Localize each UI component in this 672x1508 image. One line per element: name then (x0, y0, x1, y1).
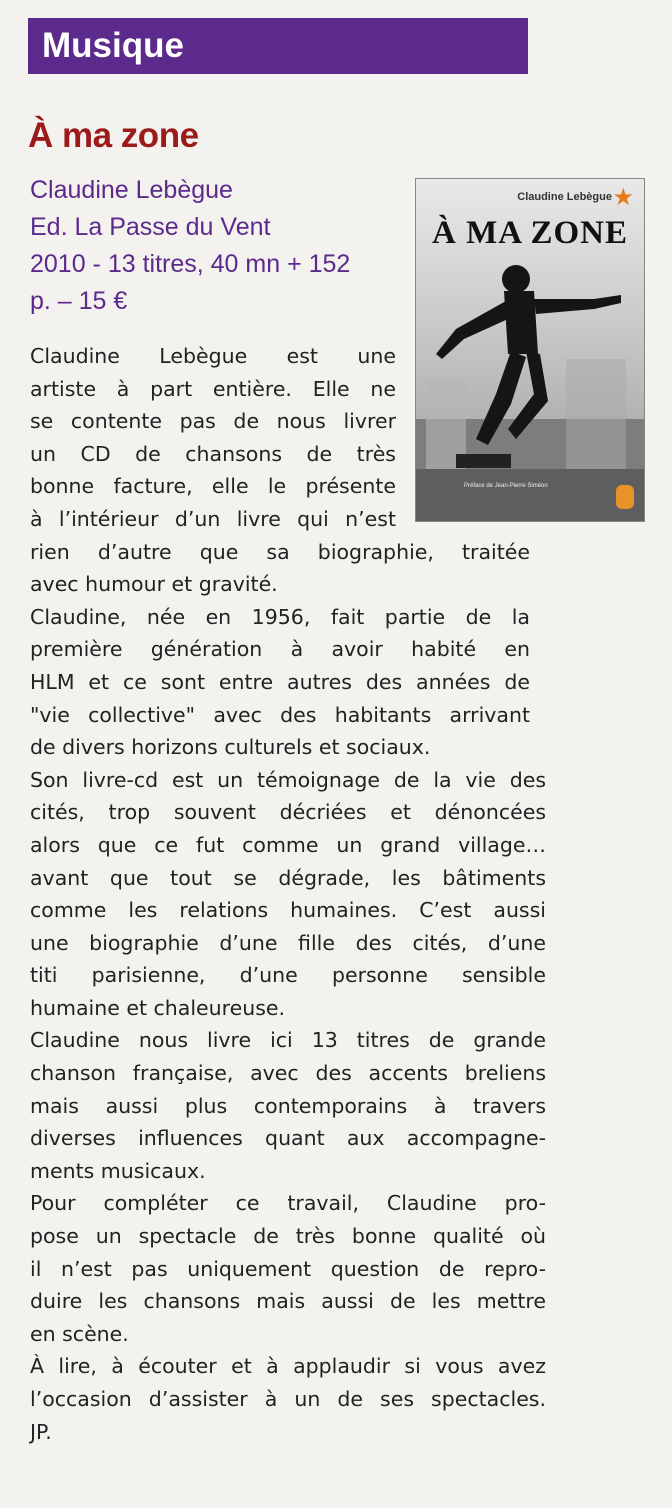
body-line: JP. (30, 1419, 52, 1444)
article-title: À ma zone (28, 116, 199, 155)
body-line: première génération à avoir habité en (30, 637, 530, 662)
body-line: Son livre-cd est un témoignage de la vie des (30, 767, 546, 792)
body-line: une biographie d’une fille des cités, d’une (30, 930, 546, 955)
album-meta (30, 172, 410, 320)
body-line: l’occasion d’assister à un de ses spectacles. (30, 1387, 546, 1411)
body-line: ments musicaux. (30, 1158, 206, 1183)
meta-details: 2010 - 13 titres, 40 mn + 152 (30, 250, 351, 278)
body-line: chanson française, avec des accents breliens (30, 1061, 546, 1086)
body-line: rien d’autre que sa biographie, traitée (30, 539, 530, 564)
body-line: avec humour et gravité. (30, 572, 278, 597)
body-line: diverses influences quant aux accompagne- (30, 1126, 546, 1151)
body-line: Claudine nous livre ici 13 titres de grande (30, 1028, 546, 1053)
body-line: humaine et chaleureuse. (30, 995, 286, 1020)
body-line: se contente pas de nous livrer (30, 409, 396, 434)
body-line: à l’intérieur d’un livre qui n’est (30, 506, 396, 531)
section-banner: Musique (28, 18, 528, 74)
body-line: il n’est pas uniquement question de repro- (30, 1256, 546, 1281)
body-line: "vie collective" avec des habitants arrivant (30, 702, 530, 727)
body-line: artiste à part entière. Elle ne (30, 376, 396, 401)
body-line: titi parisienne, d’une personne sensible (30, 963, 546, 988)
publisher-logo-icon (616, 485, 634, 509)
body-line: HLM et ce sont entre autres des années de (30, 669, 530, 694)
body-line: de divers horizons culturels et sociaux. (30, 735, 431, 760)
body-line: bonne facture, elle le présente (30, 474, 396, 499)
body-line: cités, trop souvent décriées et dénoncées (30, 800, 546, 825)
star-icon: ★ (612, 183, 634, 211)
body-line: comme les relations humaines. C’est aussi (30, 898, 546, 923)
meta-author: Claudine Lebègue (30, 176, 233, 204)
body-line: Claudine, née en 1956, fait partie de la (30, 604, 530, 629)
body-line: duire les chansons mais aussi de les mettre (30, 1289, 546, 1314)
article-body (30, 340, 546, 1448)
body-line: Claudine Lebègue est une (30, 344, 396, 368)
body-line: avant que tout se dégrade, les bâtiments (30, 865, 546, 890)
body-line: À lire, à écouter et à applaudir si vous avez (30, 1354, 546, 1379)
cover-author: Claudine Lebègue (517, 191, 612, 203)
meta-price: p. – 15 € (30, 287, 128, 315)
cover-title: À MA ZONE (431, 215, 628, 251)
cover-preface: Préface de Jean-Pierre Siméon (464, 483, 548, 489)
body-line: Pour compléter ce travail, Claudine pro- (30, 1191, 546, 1216)
body-line: pose un spectacle de très bonne qualité où (30, 1224, 546, 1249)
body-line: alors que ce fut comme un grand village… (30, 832, 546, 857)
body-line: en scène. (30, 1321, 129, 1346)
body-line: un CD de chansons de très (30, 441, 396, 466)
body-line: mais aussi plus contemporains à travers (30, 1093, 546, 1118)
meta-publisher: Ed. La Passe du Vent (30, 213, 271, 241)
